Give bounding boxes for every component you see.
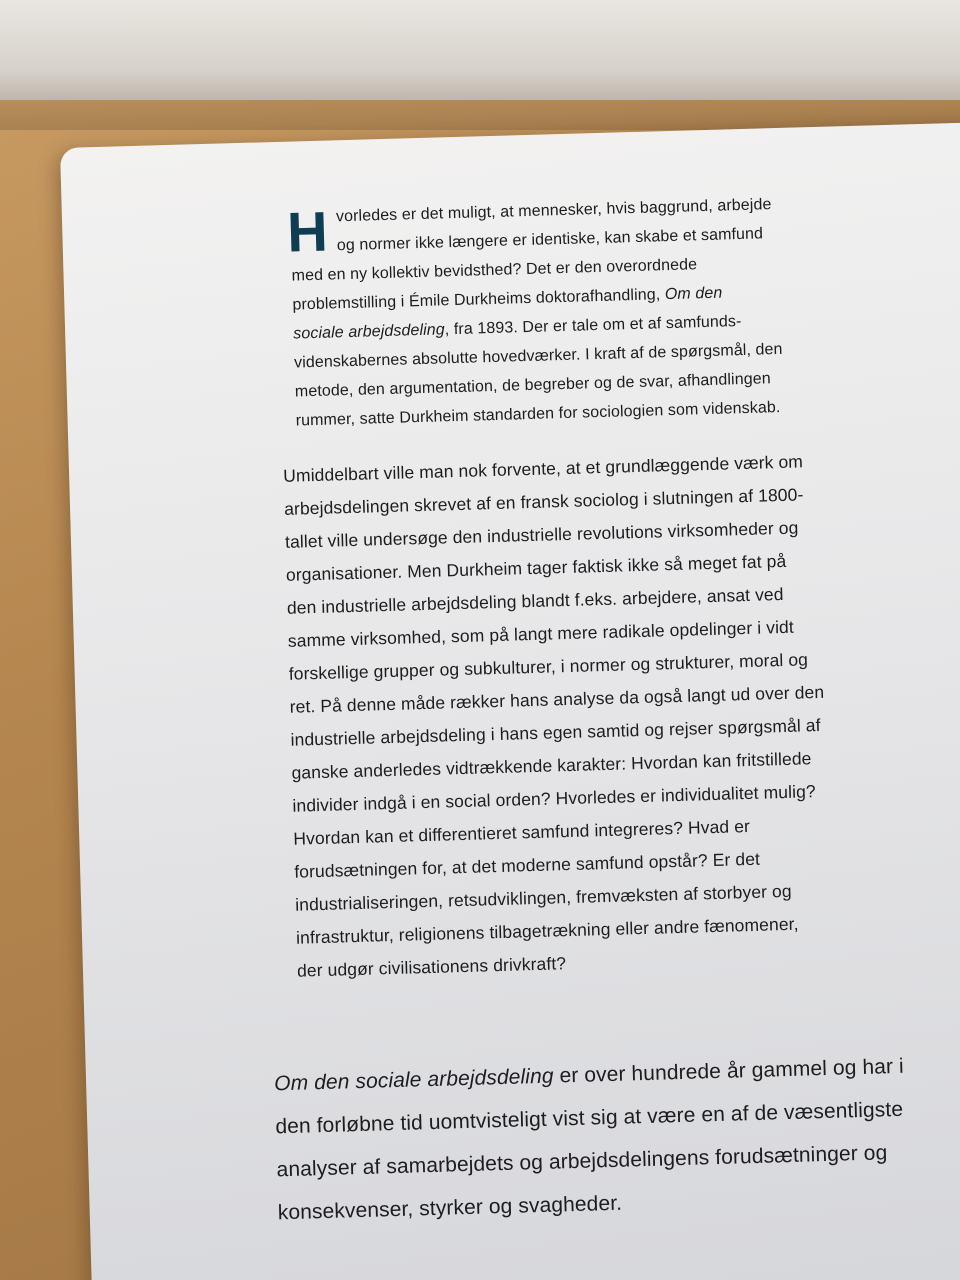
text-line: tallet ville undersøge den industrielle revolutions virksomheder og [284, 517, 799, 552]
text-line: rummer, satte Durkheim standarden for sociologien som videnskab. [295, 398, 781, 430]
text-line: individer indgå i en social orden? Hvorledes er individualitet mulig? [292, 781, 816, 816]
text-line: Umiddelbart ville man nok forvente, at et grundlæggende værk om [282, 451, 804, 486]
paragraph-third [274, 1045, 908, 1235]
paragraph-intro [286, 190, 785, 436]
text-line: infrastruktur, religionens tilbagetrækning eller andre fænomener, [295, 913, 799, 948]
book-title-italic: sociale arbejdsdeling [293, 321, 445, 343]
text-line: Hvordan kan et differentieret samfund integreres? Hvad er [293, 816, 751, 849]
paragraph-second [283, 445, 832, 988]
book-title-italic: Om den [664, 284, 723, 304]
text-line: metode, den argumentation, de begreber og de svar, afhandlingen [294, 370, 771, 401]
book-page [60, 122, 960, 1280]
text-line: analyser af samarbejdets og arbejdsdelingens forudsætninger og [276, 1141, 888, 1182]
text-line: ganske anderledes vidtrækkende karakter: Hvordan kan fritstillede [291, 748, 812, 783]
text-line: der udgør civilisationens drivkraft? [296, 953, 567, 981]
book-title-italic: Om den sociale arbejdsdeling [273, 1064, 554, 1096]
text-line: vorledes er det muligt, at mennesker, hvis baggrund, arbejde [335, 196, 772, 226]
text-line: videnskabernes absolutte hovedværker. I kraft af de spørgsmål, den [293, 340, 783, 372]
text-line: og normer ikke længere er identiske, kan skabe et samfund [336, 225, 764, 255]
text-line: forudsætningen for, at det moderne samfund opstår? Er det [294, 848, 761, 882]
text-line: konsekvenser, styrker og svagheder. [277, 1191, 623, 1225]
text-segment: , fra 1893. Der er tale om et af samfunds- [444, 313, 742, 339]
drop-cap: H [286, 199, 329, 264]
text-line: industrialiseringen, retsudviklingen, fremvæksten af storbyer og [294, 880, 792, 915]
text-line: organisationer. Men Durkheim tager faktisk ikke så meget fat på [285, 550, 787, 585]
text-line: den forløbne tid uomtvisteligt vist sig at være en af de væsentligste [275, 1097, 904, 1139]
text-line: samme virksomhed, som på langt mere radikale opdelinger i vidt [287, 616, 795, 651]
text-line: industrielle arbejdsdeling i hans egen samtid og rejser spørgsmål af [290, 714, 821, 750]
text-line: med en ny kollektiv bevidsthed? Det er den overordnede [291, 256, 698, 285]
text-line: arbejdsdelingen skrevet af en fransk sociolog i slutningen af 1800- [283, 484, 804, 519]
text-line: den industrielle arbejdsdeling blandt f.eks. arbejdere, ansat ved [286, 583, 784, 618]
text-segment: problemstilling i Émile Durkheims doktorafhandling, [292, 286, 666, 314]
wall-shadow [0, 70, 960, 130]
text-line: ret. På denne måde rækker hans analyse da også langt ud over den [289, 681, 825, 717]
text-segment: er over hundrede år gammel og har i [553, 1054, 905, 1088]
text-line: forskellige grupper og subkulturer, i normer og strukturer, moral og [288, 649, 809, 684]
